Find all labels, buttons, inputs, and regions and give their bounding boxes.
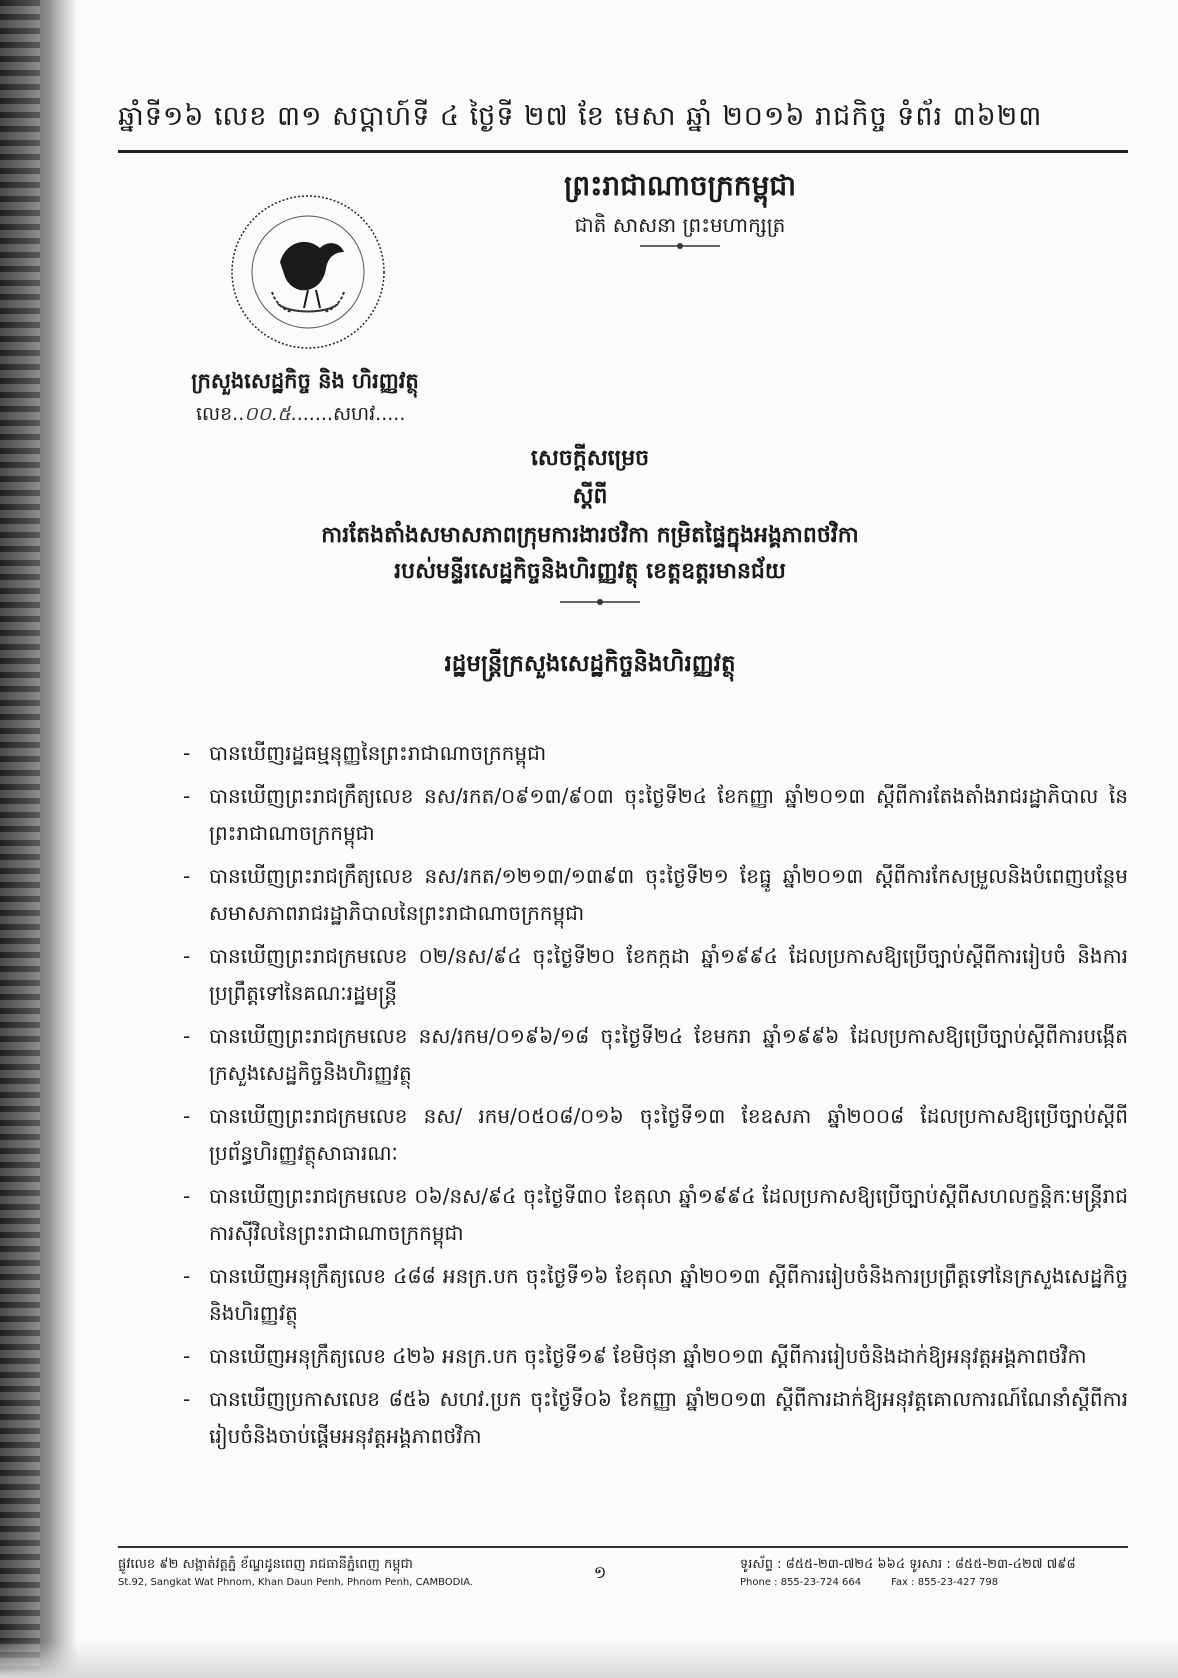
- footer-address-khmer: ផ្លូវលេខ ៩២ សង្កាត់វត្តភ្នំ ខ័ណ្ឌដូនពេញ រាជធានីភ្នំពេញ កម្ពុជា: [118, 1557, 413, 1572]
- footer-fax: Fax : 855-23-427 798: [891, 1577, 999, 1588]
- reference-handwritten-number: ០០.៥: [244, 403, 291, 425]
- scan-shadow: [0, 0, 78, 1678]
- recital-item: - បានឃើញព្រះរាជក្រឹត្យលេខ នស/រកត/១២១៣/១៣៩៣ ចុះថ្ងៃទី២១ ខែធ្នូ ឆ្នាំ២០១៣ ស្តីពីការកែសម្រួលនិងបំពេញបន្ថែមសមាសភាពរាជរដ្ឋាភិបាលនៃព្រះរាជាណាចក្រកម្ពុជា: [183, 864, 1128, 925]
- ministry-name: ក្រសួងសេដ្ឋកិច្ច និង ហិរញ្ញវត្ថុ: [191, 369, 419, 393]
- footer-contact: [740, 1556, 1130, 1592]
- recitals-list: [183, 735, 1128, 1461]
- bottom-scan-shadow: [0, 1640, 1178, 1678]
- recital-item: - បានឃើញប្រកាសលេខ ៨៥៦ សហវ.ប្រក ចុះថ្ងៃទី០៦ ខែកញ្ញា ឆ្នាំ២០១៣ ស្តីពីការដាក់ឱ្យអនុវត្តគោលការណ៍ណែនាំស្តីពីការរៀបចំនិងចាប់ផ្តើមអនុវត្តអង្គភាពថវិកា: [183, 1387, 1128, 1448]
- recital-item: - បានឃើញព្រះរាជក្រមលេខ ០២/នស/៩៤ ចុះថ្ងៃទី២០ ខែកក្កដា ឆ្នាំ១៩៩៤ ដែលប្រកាសឱ្យប្រើច្បាប់ស្តីពីការរៀបចំ និងការប្រព្រឹត្តទៅនៃគណៈរដ្ឋមន្ត្រី: [183, 944, 1128, 1005]
- recital-item: - បានឃើញអនុក្រឹត្យលេខ ៤២៦ អនក្រ.បក ចុះថ្ងៃទី១៩ ខែមិថុនា ឆ្នាំ២០១៣ ស្តីពីការរៀបចំនិងដាក់ឱ្យអនុវត្តអង្គភាពថវិកា: [183, 1344, 1087, 1368]
- page-number: ១: [593, 1563, 607, 1583]
- motto-ornament-icon: [640, 242, 720, 250]
- decision-subject-line-1: ការតែងតាំងសមាសភាពក្រុមការងារថវិកា កម្រិតផ្ទៃក្នុងអង្គភាពថវិកា: [321, 523, 859, 548]
- recital-item: - បានឃើញរដ្ឋធម្មនុញ្ញនៃព្រះរាជាណាចក្រកម្ពុជា: [183, 741, 547, 765]
- recital-item: - បានឃើញព្រះរាជក្រឹត្យលេខ នស/រកត/០៩១៣/៩០៣ ចុះថ្ងៃទី២៤ ខែកញ្ញា ឆ្នាំ២០១៣ ស្តីពីការតែងតាំងរាជរដ្ឋាភិបាល នៃព្រះរាជាណាចក្រកម្ពុជា: [183, 784, 1128, 845]
- ministry-seal-icon: [228, 192, 388, 352]
- footer-rule: [118, 1546, 1128, 1548]
- reference-suffix: .......សហវ.....: [290, 403, 406, 425]
- kingdom-title: ព្រះរាជាណាចក្រកម្ពុជា: [563, 169, 796, 202]
- reference-prefix: លេខ..: [196, 403, 245, 425]
- header-rule: [118, 150, 1128, 153]
- minister-heading: រដ្ឋមន្ត្រីក្រសួងសេដ្ឋកិច្ចនិងហិរញ្ញវត្ថុ: [444, 651, 736, 677]
- subject-ornament-icon: [560, 598, 640, 606]
- reference-number: [196, 402, 436, 430]
- gazette-header: ឆ្នាំទី១៦ លេខ ៣១ សប្តាហ៍ទី ៤ ថ្ងៃទី ២៧ ខែ មេសា ឆ្នាំ ២០១៦ រាជកិច្ច ទំព័រ ៣៦២៣: [118, 101, 1043, 132]
- footer-phone-khmer: ទូរស័ព្ទ : ៨៥៥-២៣-៧២៤ ៦៦៤ ទូរសារ : ៨៥៥-២៣-៤២៧ ៧៩៨: [740, 1557, 1076, 1572]
- recital-item: - បានឃើញព្រះរាជក្រមលេខ នស/ រកម/០៥០៨/០១៦ ចុះថ្ងៃទី១៣ ខែឧសភា ឆ្នាំ២០០៨ ដែលប្រកាសឱ្យប្រើច្បាប់ស្តីពីប្រព័ន្ធហិរញ្ញវត្ថុសាធារណៈ: [183, 1104, 1128, 1165]
- recital-item: - បានឃើញព្រះរាជក្រមលេខ ០៦/នស/៩៤ ចុះថ្ងៃទី៣០ ខែតុលា ឆ្នាំ១៩៩៤ ដែលប្រកាសឱ្យប្រើច្បាប់ស្តីពីសហលក្ខន្តិកៈមន្ត្រីរាជការស៊ីវិលនៃព្រះរាជាណាចក្រកម្ពុជា: [183, 1184, 1128, 1245]
- footer-address: [118, 1556, 498, 1592]
- decision-subject-line-2: របស់មន្ទីរសេដ្ឋកិច្ចនិងហិរញ្ញវត្ថុ ខេត្តឧត្តរមានជ័យ: [394, 559, 786, 584]
- national-motto: ជាតិ សាសនា ព្រះមហាក្សត្រ: [574, 213, 786, 237]
- footer-phone: Phone : 855-23-724 664: [740, 1577, 862, 1588]
- decision-subject: [150, 518, 1030, 590]
- recital-item: - បានឃើញព្រះរាជក្រមលេខ នស/រកម/០១៩៦/១៨ ចុះថ្ងៃទី២៤ ខែមករា ឆ្នាំ១៩៩៦ ដែលប្រកាសឱ្យប្រើច្បាប់ស្តីពីការបង្កើតក្រសួងសេដ្ឋកិច្ចនិងហិរញ្ញវត្ថុ: [183, 1024, 1128, 1085]
- recital-item: - បានឃើញអនុក្រឹត្យលេខ ៤៨៨ អនក្រ.បក ចុះថ្ងៃទី១៦ ខែតុលា ឆ្នាំ២០១៣ ស្តីពីការរៀបចំនិងការប្រព្រឹត្តទៅនៃក្រសួងសេដ្ឋកិច្ចនិងហិរញ្ញវត្ថុ: [183, 1264, 1128, 1325]
- decision-about: ស្តីពី: [572, 484, 608, 509]
- footer-address-english: St.92, Sangkat Wat Phnom, Khan Daun Penh, Phnom Penh, CAMBODIA.: [118, 1577, 474, 1588]
- decision-title: សេចក្តីសម្រេច: [530, 446, 650, 471]
- footer-phone-english: [740, 1574, 1130, 1592]
